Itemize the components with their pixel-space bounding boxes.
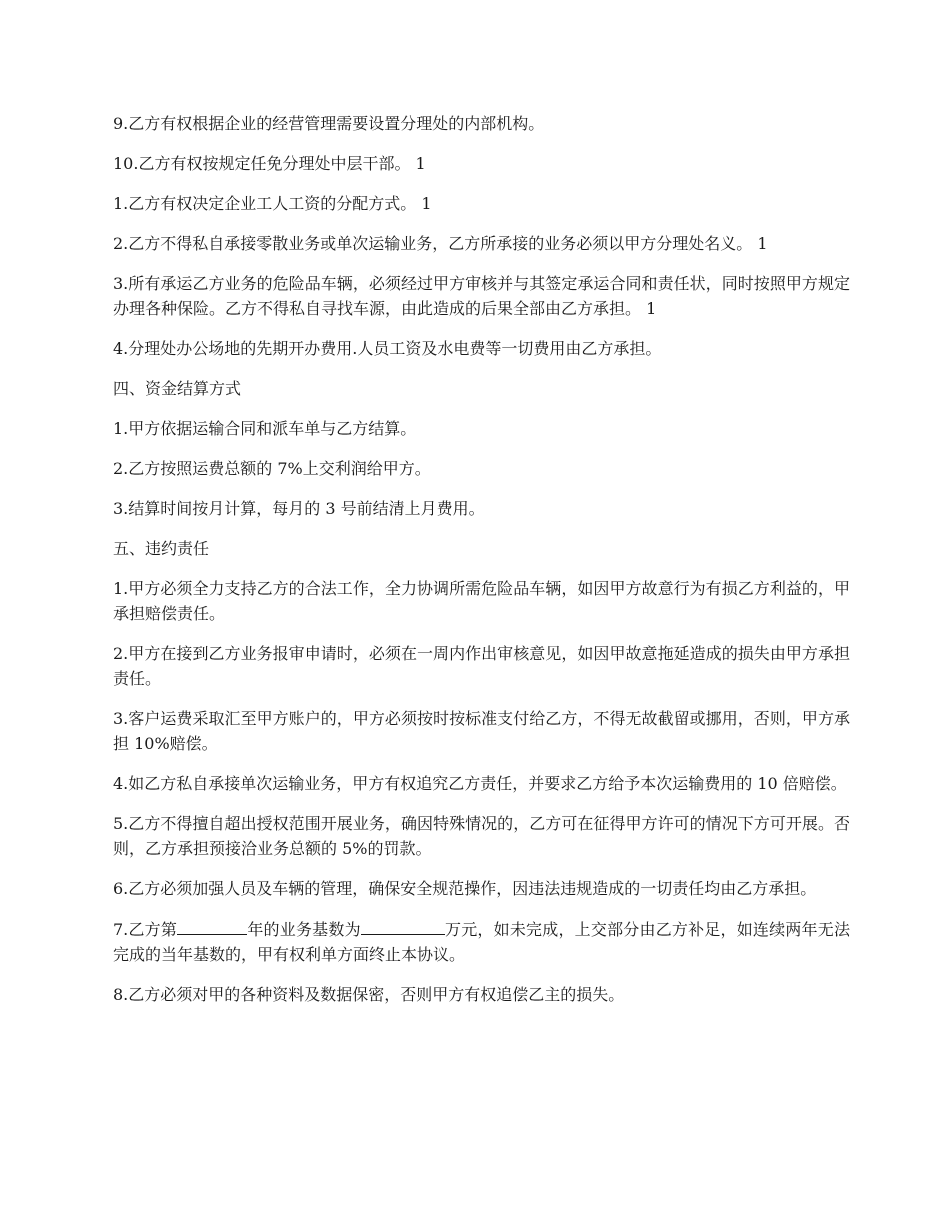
liability-7-part3: 万元，如未完成，上交部分由乙方补足，如连续两年无法完成的当年基数的，甲有权利单方面终止本协议。 <box>113 920 850 964</box>
obligation-1: 1.乙方有权决定企业工人工资的分配方式。 1 <box>113 194 432 213</box>
settlement-3: 3.结算时间按月计算，每月的 3 号前结清上月费用。 <box>113 499 485 518</box>
clause-9: 9.乙方有权根据企业的经营管理需要设置分理处的内部机构。 <box>113 114 545 133</box>
liability-7 <box>113 916 850 967</box>
settlement-1: 1.甲方依据运输合同和派车单与乙方结算。 <box>113 419 417 438</box>
liability-1: 1.甲方必须全力支持乙方的合法工作，全力协调所需危险品车辆，如因甲方故意行为有损乙方利益的，甲承担赔偿责任。 <box>113 579 850 623</box>
year-blank <box>177 916 247 935</box>
obligation-2: 2.乙方不得私自承接零散业务或单次运输业务，乙方所承接的业务必须以甲方分理处名义。 1 <box>113 234 768 253</box>
liability-7-part1: 7.乙方第 <box>113 920 178 939</box>
liability-2: 2.甲方在接到乙方业务报审申请时，必须在一周内作出审核意见，如因甲故意拖延造成的损失由甲方承担责任。 <box>113 644 850 688</box>
liability-4: 4.如乙方私自承接单次运输业务，甲方有权追究乙方责任，并要求乙方给予本次运输费用的 10 倍赔偿。 <box>113 774 847 793</box>
obligation-4: 4.分理处办公场地的先期开办费用.人员工资及水电费等一切费用由乙方承担。 <box>113 339 662 358</box>
liability-8: 8.乙方必须对甲的各种资料及数据保密，否则甲方有权追偿乙主的损失。 <box>113 985 625 1004</box>
section-heading-liability: 五、违约责任 <box>113 539 210 558</box>
liability-5: 5.乙方不得擅自超出授权范围开展业务，确因特殊情况的，乙方可在征得甲方许可的情况下方可开展。否则，乙方承担预接洽业务总额的 5%的罚款。 <box>113 814 850 858</box>
settlement-2: 2.乙方按照运费总额的 7%上交利润给甲方。 <box>113 459 431 478</box>
liability-6: 6.乙方必须加强人员及车辆的管理，确保安全规范操作，因违法违规造成的一切责任均由乙方承担。 <box>113 879 817 898</box>
liability-3: 3.客户运费采取汇至甲方账户的，甲方必须按时按标准支付给乙方，不得无故截留或挪用，否则，甲方承担 10%赔偿。 <box>113 709 850 753</box>
section-heading-settlement: 四、资金结算方式 <box>113 379 242 398</box>
obligation-3: 3.所有承运乙方业务的危险品车辆，必须经过甲方审核并与其签定承运合同和责任状，同时按照甲方规定办理各种保险。乙方不得私自寻找车源，由此造成的后果全部由乙方承担。 1 <box>113 274 850 318</box>
clause-10: 10.乙方有权按规定任免分理处中层干部。 1 <box>113 154 426 173</box>
amount-blank <box>361 916 445 935</box>
liability-7-part2: 年的业务基数为 <box>247 920 361 939</box>
